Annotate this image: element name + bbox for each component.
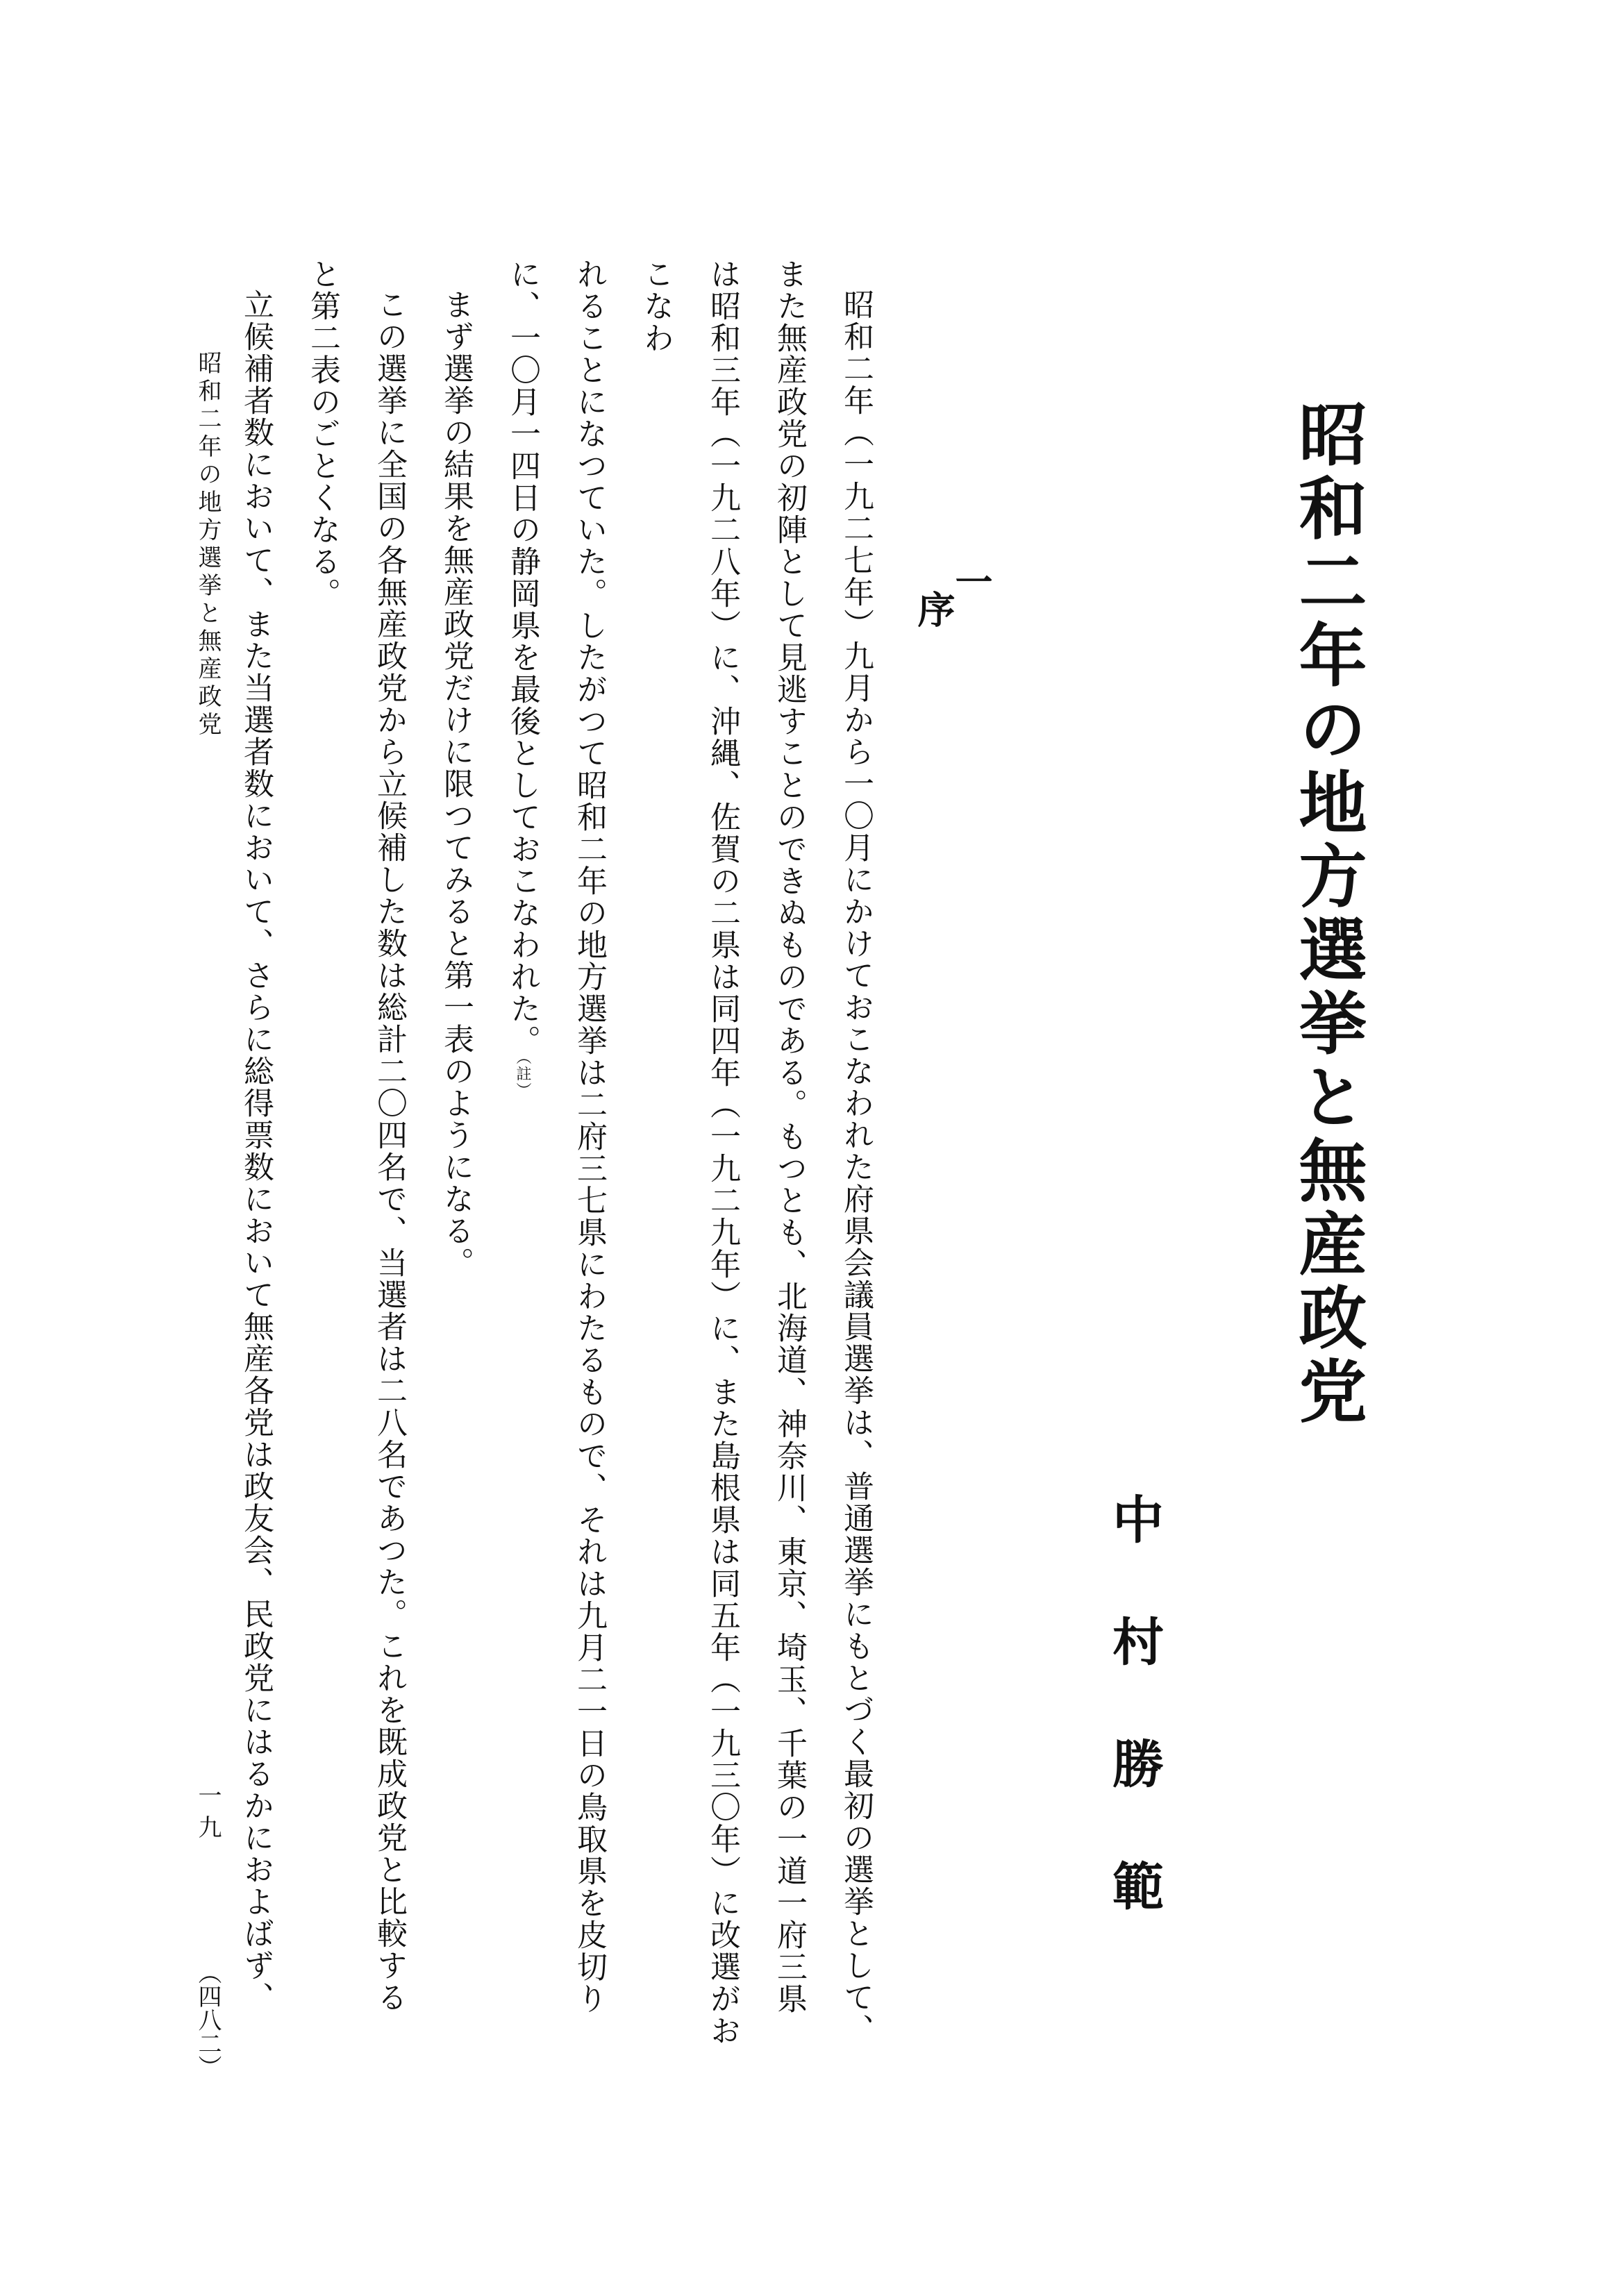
author-name: 中村勝範 (1104, 1493, 1164, 1981)
paragraph-text: に、一〇月一四日の静岡県を最後としておこなわれた。 (505, 258, 540, 1057)
note-marker: （註） (514, 1057, 531, 1099)
section-heading (912, 562, 994, 628)
page-number: 一九 (194, 1783, 222, 1847)
body-text (238, 258, 889, 2077)
paragraph (489, 258, 556, 2077)
paragraph: れることになつていた。したがつて昭和二年の地方選挙は二府三七県にわたるもので、それは九月二一日の鳥取県を皮切り (572, 258, 607, 2015)
paragraph: また無産政党の初陣として見逃すことのできぬものである。もつとも、北海道、神奈川、東京、埼玉、千葉の一道一府三県 (772, 258, 807, 2015)
running-title: 昭和二年の地方選挙と無産政党 (194, 351, 222, 739)
paragraph: 昭和二年（一九二七年）九月から一〇月にかけておこなわれた府県会議員選挙は、普通選挙にもとづく最初の選挙として、 (838, 289, 874, 2045)
article-title: 昭和二年の地方選挙と無産政党 (1287, 399, 1367, 1430)
alt-page-number: （四八二） (194, 1961, 222, 2079)
paragraph: まず選挙の結果を無産政党だけに限つてみると第一表のようになる。 (438, 289, 474, 1279)
paragraph: と第二表のごとくなる。 (305, 258, 340, 610)
section-number: 一 (949, 562, 994, 600)
paragraph: この選挙に全国の各無産政党から立候補した数は総計二〇四名で、当選者は二八名であつた。これを既成政党と比較する (372, 289, 407, 2013)
paragraph: 立候補者数において、また当選者数において、さらに総得票数において無産各党は政友会、民政党にはるかにおよばず、 (238, 289, 274, 2013)
paragraph: は昭和三年（一九二八年）に、沖縄、佐賀の二県は同四年（一九二九年）に、また島根県は同五年（一九三〇年）に改選がおこなわ (638, 258, 740, 2047)
section-title: 序 (912, 590, 956, 628)
